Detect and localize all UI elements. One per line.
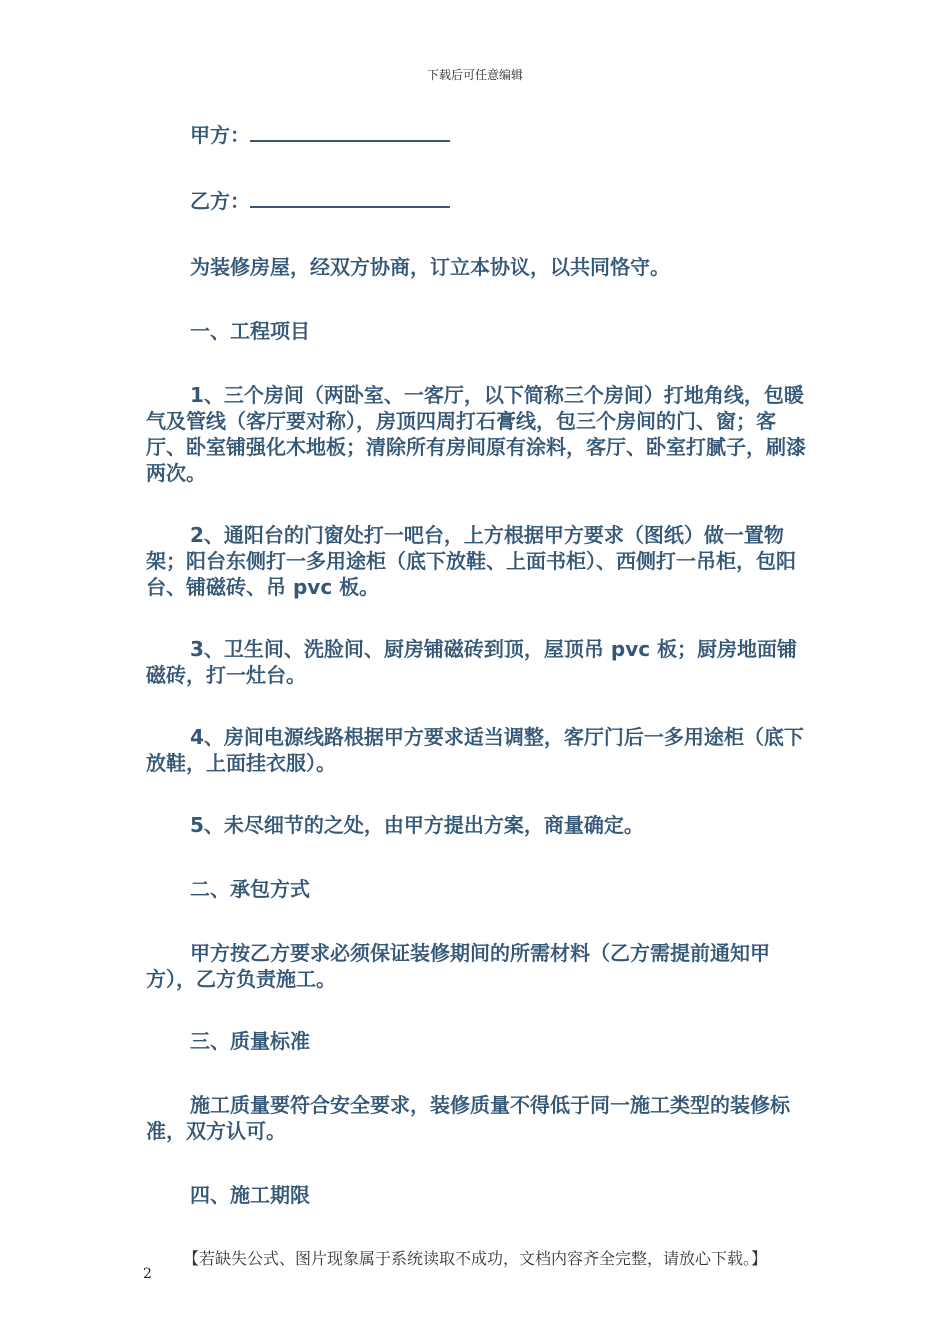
party-a-blank — [250, 124, 450, 142]
footer-note: 【若缺失公式、图片现象属于系统读取不成功，文档内容齐全完整，请放心下载。】 — [182, 1249, 767, 1268]
party-b-line — [146, 188, 806, 214]
contract-body — [146, 116, 806, 1208]
party-b-blank — [250, 190, 450, 208]
preamble: 为装修房屋，经双方协商，订立本协议，以共同恪守。 — [190, 255, 670, 279]
section3-body: 施工质量要符合安全要求，装修质量不得低于同一施工类型的装修标准，双方认可。 — [146, 1093, 790, 1143]
section1-item-5: 5、未尽细节的之处，由甲方提出方案，商量确定。 — [190, 813, 644, 837]
section2-body: 甲方按乙方要求必须保证装修期间的所需材料（乙方需提前通知甲方），乙方负责施工。 — [146, 941, 770, 991]
section1-item-4: 4、房间电源线路根据甲方要求适当调整，客厅门后一多用途柜（底下放鞋，上面挂衣服）。 — [146, 725, 804, 775]
party-a-label: 甲方： — [190, 123, 250, 147]
section1-item-3: 3、卫生间、洗脸间、厨房铺磁砖到顶，屋顶吊 pvc 板；厨房地面铺磁砖，打一灶台。 — [146, 637, 798, 687]
header-note: 下载后可任意编辑 — [426, 68, 523, 82]
section3-title: 三、质量标准 — [190, 1029, 310, 1053]
section1-item-1: 1、三个房间（两卧室、一客厅，以下简称三个房间）打地角线，包暖气及管线（客厅要对称），房顶四周打石膏线，包三个房间的门、窗；客厅、卧室铺强化木地板；清除所有房间原有涂料，客厅、卧室打腻子，刷漆两次。 — [146, 383, 806, 485]
party-a-line — [146, 122, 806, 148]
section4-title: 四、施工期限 — [190, 1183, 310, 1207]
page-number: 2 — [143, 1266, 152, 1282]
section1-item-2: 2、通阳台的门窗处打一吧台，上方根据甲方要求（图纸）做一置物架；阳台东侧打一多用途柜（底下放鞋、上面书柜）、西侧打一吊柜，包阳台、铺磁砖、吊 pvc 板。 — [146, 523, 796, 599]
section2-title: 二、承包方式 — [190, 877, 310, 901]
party-b-label: 乙方： — [190, 189, 250, 213]
section1-title: 一、工程项目 — [190, 319, 310, 343]
